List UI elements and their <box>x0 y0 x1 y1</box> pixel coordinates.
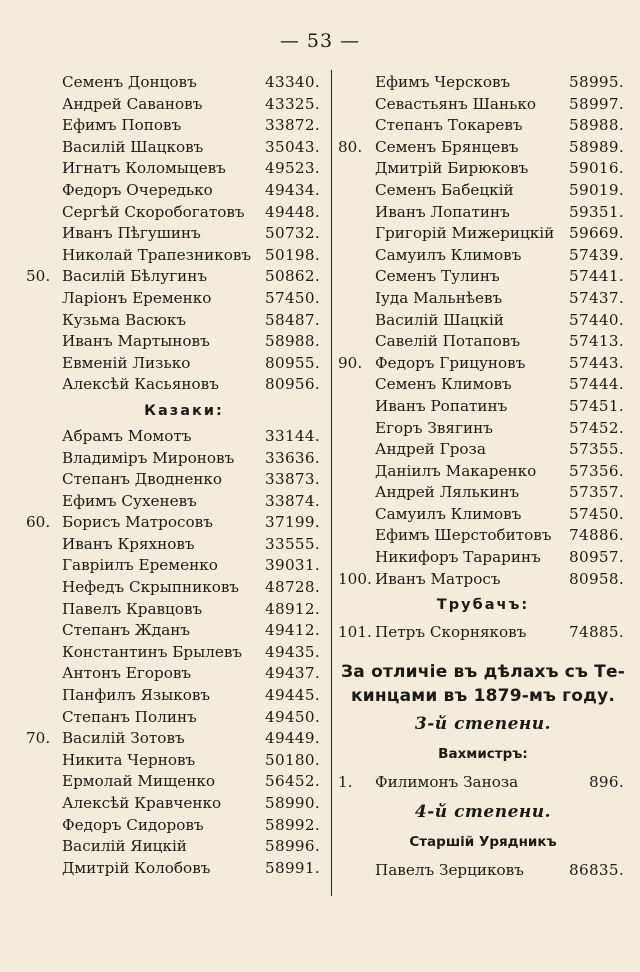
distinction-line-2: кинцами въ 1879-мъ году. <box>350 686 616 707</box>
list-row <box>338 137 628 159</box>
person-name: Игнатъ Коломыцевъ <box>62 159 226 178</box>
list-row <box>338 439 628 461</box>
person-name: Нефедъ Скрыпниковъ <box>62 578 240 597</box>
list-row <box>26 815 322 837</box>
list-row <box>26 331 322 353</box>
person-name: Гавріилъ Еременко <box>62 556 218 575</box>
medal-number: 57450. <box>265 288 320 307</box>
list-row <box>338 202 628 224</box>
list-row <box>338 525 628 547</box>
list-row <box>338 223 628 245</box>
person-name: Кузьма Васюкъ <box>62 310 187 329</box>
list-row <box>26 137 322 159</box>
list-row <box>26 707 322 729</box>
person-name: Сергѣй Скоробогатовъ <box>62 202 245 221</box>
medal-number: 49412. <box>265 621 320 640</box>
right-list-top <box>338 72 628 590</box>
medal-number: 57413. <box>569 332 624 351</box>
person-name: Степанъ Дводненко <box>62 470 223 489</box>
list-row <box>26 223 322 245</box>
person-name: Василій Шацковъ <box>62 137 204 156</box>
person-name: Федоръ Сидоровъ <box>62 815 204 834</box>
page-number: — 53 — <box>279 30 361 52</box>
list-row <box>26 245 322 267</box>
list-row <box>26 266 322 288</box>
medal-number: 58996. <box>265 837 320 856</box>
medal-number: 49448. <box>265 202 320 221</box>
medal-number: 58992. <box>265 815 320 834</box>
medal-number: 33874. <box>265 491 320 510</box>
person-name: Антонъ Егоровъ <box>62 664 192 683</box>
list-row <box>338 374 628 396</box>
person-name: Иванъ Лопатинъ <box>375 202 510 221</box>
list-row <box>26 663 322 685</box>
medal-number: 58995. <box>569 73 624 91</box>
medal-number: 57355. <box>569 440 624 459</box>
list-row <box>338 504 628 526</box>
list-row <box>26 685 322 707</box>
medal-number: 49449. <box>265 729 320 748</box>
list-row <box>26 374 322 396</box>
list-row <box>26 750 322 772</box>
medal-number: 59019. <box>569 180 624 199</box>
list-row <box>338 94 628 116</box>
list-row <box>26 115 322 137</box>
list-row <box>26 555 322 577</box>
person-name: Егоръ Звягинъ <box>375 418 493 437</box>
list-row <box>338 158 628 180</box>
uryadnik-heading: Старшій Урядникъ <box>409 834 557 851</box>
medal-number: 74885. <box>569 623 624 642</box>
medal-number: 57357. <box>569 483 624 502</box>
person-name: Иванъ Кряхновъ <box>62 534 195 553</box>
medal-number: 58988. <box>265 332 320 351</box>
medal-number: 49437. <box>265 664 320 683</box>
list-row <box>338 266 628 288</box>
list-row <box>26 642 322 664</box>
row-number: 90. <box>338 353 363 372</box>
person-name: Семенъ Брянцевъ <box>375 137 519 156</box>
medal-number: 49434. <box>265 180 320 199</box>
list-row <box>26 728 322 750</box>
list-row <box>26 158 322 180</box>
medal-number: 57451. <box>569 396 624 415</box>
person-name: Федоръ Очередько <box>62 180 213 199</box>
medal-number: 57441. <box>569 267 624 286</box>
person-name: Иванъ Пѣгушинъ <box>62 224 201 243</box>
medal-number: 57440. <box>569 310 624 329</box>
person-name: Павелъ Кравцовъ <box>62 599 203 618</box>
person-name: Василій Зотовъ <box>62 729 185 748</box>
person-name: Григорій Мижерицкій <box>375 224 555 243</box>
degree-3-heading: 3-й степени. <box>414 714 552 735</box>
distinction-line-1: За отличіе въ дѣлахъ съ Те- <box>341 662 625 683</box>
list-row <box>338 482 628 504</box>
left-list-bottom <box>26 426 322 879</box>
person-name: Степанъ Жданъ <box>62 621 191 640</box>
medal-number: 57443. <box>569 353 624 372</box>
medal-number: 74886. <box>569 526 624 545</box>
trumpeter-row <box>338 618 628 646</box>
person-name: Ермолай Мищенко <box>62 772 215 791</box>
person-name: Иванъ Матросъ <box>375 569 501 588</box>
row-number: 50. <box>26 267 51 286</box>
person-name: Алексѣй Кравченко <box>62 794 222 812</box>
column-divider <box>331 70 332 896</box>
person-name: Николай Трапезниковъ <box>62 245 252 264</box>
person-name: Семенъ Тулинъ <box>375 267 500 286</box>
list-row <box>338 396 628 418</box>
row-number: 80. <box>338 137 363 156</box>
medal-number: 80956. <box>265 375 320 394</box>
person-name: Иванъ Ропатинъ <box>375 396 508 415</box>
person-name: Константинъ Брылевъ <box>62 642 243 661</box>
medal-number: 49523. <box>265 159 320 178</box>
person-name: Абрамъ Момотъ <box>62 426 192 445</box>
list-row <box>338 353 628 375</box>
person-name: Василій Шацкій <box>375 310 504 329</box>
list-row <box>338 245 628 267</box>
medal-number: 43340. <box>265 73 320 91</box>
list-row <box>338 115 628 137</box>
list-row <box>26 180 322 202</box>
list-row <box>338 461 628 483</box>
person-name: Иванъ Мартыновъ <box>62 332 210 351</box>
person-name: Василій Яицкій <box>62 837 187 856</box>
list-row <box>26 202 322 224</box>
medal-number: 35043. <box>265 137 320 156</box>
person-name: Андрей Лялькинъ <box>375 483 520 502</box>
list-row <box>338 288 628 310</box>
uryadnik-row <box>338 856 628 884</box>
list-row <box>26 426 322 448</box>
medal-number: 33873. <box>265 470 320 489</box>
left-column <box>26 72 322 879</box>
person-name: Ефимъ Сухеневъ <box>62 491 197 510</box>
medal-number: 80957. <box>569 548 624 567</box>
medal-number: 33872. <box>265 116 320 135</box>
person-name: Федоръ Грицуновъ <box>375 353 526 372</box>
degree-4-heading: 4-й степени. <box>414 802 552 823</box>
list-row <box>338 180 628 202</box>
medal-number: 58988. <box>569 116 624 135</box>
medal-number: 58997. <box>569 94 624 113</box>
person-name: Андрей Савановъ <box>62 94 203 113</box>
list-row <box>338 331 628 353</box>
medal-number: 58487. <box>265 310 320 329</box>
person-name: Севастьянъ Шанько <box>375 94 536 113</box>
person-name: Семенъ Донцовъ <box>62 73 197 91</box>
person-name: Дмитрій Колобовъ <box>62 858 211 877</box>
person-name: Степанъ Токаревъ <box>375 116 523 135</box>
medal-number: 57444. <box>569 375 624 394</box>
medal-number: 80958. <box>569 569 624 588</box>
row-number: 1. <box>338 773 353 792</box>
medal-number: 80955. <box>265 353 320 372</box>
list-row <box>26 599 322 621</box>
medal-number: 48912. <box>265 599 320 618</box>
person-name: Дмитрій Бирюковъ <box>375 159 529 178</box>
medal-number: 49435. <box>265 642 320 661</box>
person-name: Степанъ Полинъ <box>62 707 197 726</box>
list-row <box>26 469 322 491</box>
list-row <box>338 418 628 440</box>
medal-number: 49450. <box>265 707 320 726</box>
distinction-heading <box>338 660 628 708</box>
cossacks-heading: Казаки: <box>144 402 224 419</box>
list-row <box>338 547 628 569</box>
list-row <box>26 94 322 116</box>
row-number: 101. <box>338 623 372 642</box>
medal-number: 59351. <box>569 202 624 221</box>
medal-number: 50732. <box>265 224 320 243</box>
medal-number: 59016. <box>569 159 624 178</box>
list-row <box>26 353 322 375</box>
vakhmistr-row <box>338 768 628 796</box>
person-name: Филимонъ Заноза <box>375 773 519 792</box>
medal-number: 50198. <box>265 245 320 264</box>
list-row <box>26 771 322 793</box>
list-row <box>338 72 628 94</box>
trumpeter-heading: Трубачъ: <box>436 597 530 614</box>
medal-number: 39031. <box>265 556 320 575</box>
list-row <box>26 858 322 880</box>
person-name: Евменій Лизько <box>62 353 191 372</box>
person-name: Самуилъ Климовъ <box>375 504 522 523</box>
medal-number: 33555. <box>265 534 320 553</box>
list-row <box>26 577 322 599</box>
list-row <box>338 569 628 591</box>
list-row <box>26 836 322 858</box>
person-name: Семенъ Климовъ <box>375 375 512 394</box>
list-row <box>26 288 322 310</box>
person-name: Савелій Потаповъ <box>375 332 520 351</box>
person-name: Даніилъ Макаренко <box>375 461 537 480</box>
person-name: Владиміръ Мироновъ <box>62 448 235 467</box>
medal-number: 58991. <box>265 858 320 877</box>
person-name: Ефимъ Шерстобитовъ <box>375 526 552 545</box>
medal-number: 57437. <box>569 288 624 307</box>
medal-number: 896. <box>588 773 624 792</box>
medal-number: 57452. <box>569 418 624 437</box>
medal-number: 48728. <box>265 578 320 597</box>
person-name: Андрей Гроза <box>375 440 486 459</box>
person-name: Самуилъ Климовъ <box>375 245 522 264</box>
list-row <box>26 512 322 534</box>
person-name: Алексѣй Касьяновъ <box>62 375 219 394</box>
right-column <box>338 72 628 884</box>
list-row <box>338 310 628 332</box>
person-name: Панфилъ Языковъ <box>62 686 211 705</box>
medal-number: 37199. <box>265 513 320 532</box>
medal-number: 56452. <box>265 772 320 791</box>
medal-number: 50180. <box>265 750 320 769</box>
medal-number: 58989. <box>569 137 624 156</box>
vakhmistr-heading: Вахмистръ: <box>438 746 528 763</box>
list-row <box>26 448 322 470</box>
medal-number: 57439. <box>569 245 624 264</box>
medal-number: 59669. <box>569 224 624 243</box>
person-name: Петръ Скорняковъ <box>375 623 527 642</box>
medal-number: 57356. <box>569 461 624 480</box>
person-name: Іуда Мальнѣевъ <box>375 288 503 307</box>
row-number: 60. <box>26 513 51 532</box>
medal-number: 49445. <box>265 686 320 705</box>
medal-number: 86835. <box>569 861 624 880</box>
person-name: Павелъ Зерциковъ <box>375 861 524 880</box>
person-name: Никифоръ Тараринъ <box>375 548 541 567</box>
person-name: Ларіонъ Еременко <box>62 288 212 307</box>
list-row <box>26 534 322 556</box>
list-row <box>26 491 322 513</box>
person-name: Борисъ Матросовъ <box>62 513 213 532</box>
list-row <box>26 72 322 94</box>
person-name: Ефимъ Черсковъ <box>375 73 511 91</box>
row-number: 70. <box>26 729 51 748</box>
list-row <box>26 793 322 815</box>
left-list-top <box>26 72 322 396</box>
person-name: Семенъ Бабецкій <box>375 180 514 199</box>
row-number: 100. <box>338 569 372 588</box>
medal-number: 33144. <box>265 426 320 445</box>
medal-number: 58990. <box>265 794 320 812</box>
person-name: Ефимъ Поповъ <box>62 116 182 135</box>
medal-number: 33636. <box>265 448 320 467</box>
list-row <box>26 310 322 332</box>
person-name: Никита Черновъ <box>62 750 196 769</box>
list-row <box>26 620 322 642</box>
person-name: Василій Бѣлугинъ <box>62 267 208 286</box>
medal-number: 43325. <box>265 94 320 113</box>
medal-number: 57450. <box>569 504 624 523</box>
medal-number: 50862. <box>265 267 320 286</box>
